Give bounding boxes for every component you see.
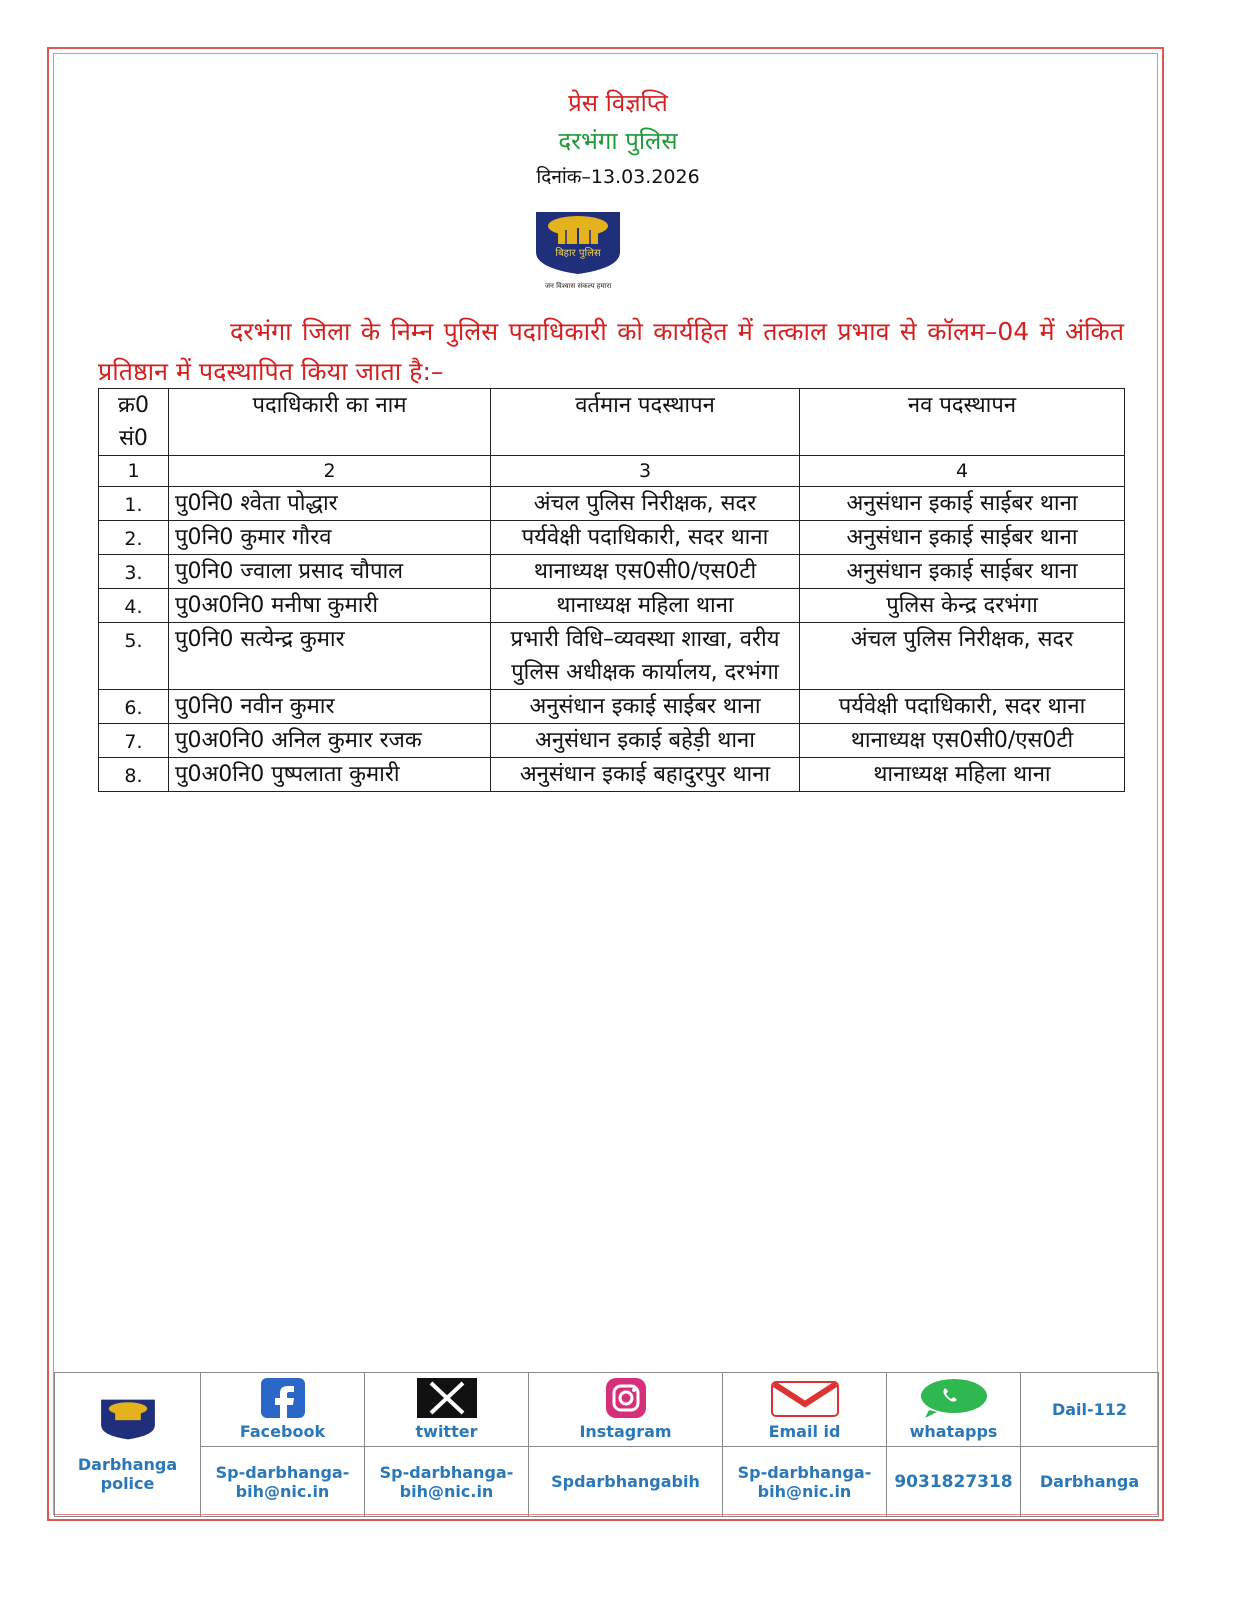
serial-number: 6. <box>99 690 169 724</box>
new-posting: अंचल पुलिस निरीक्षक, सदर <box>800 623 1125 690</box>
column-number: 4 <box>800 456 1125 487</box>
contact-footer <box>54 1372 1159 1517</box>
facebook-link[interactable] <box>201 1373 365 1447</box>
twitter-value[interactable]: Sp-darbhanga-bih@nic.in <box>365 1447 529 1517</box>
facebook-label: Facebook <box>239 1422 326 1441</box>
serial-number: 5. <box>99 623 169 690</box>
table-row <box>99 521 1125 555</box>
officer-name: पु0नि0 ज्वाला प्रसाद चौपाल <box>169 555 491 589</box>
release-date: दिनांक–13.03.2026 <box>536 166 700 188</box>
footer-police-name: Darbhanga police <box>77 1454 178 1493</box>
column-number: 2 <box>169 456 491 487</box>
serial-number: 1. <box>99 487 169 521</box>
column-number: 3 <box>491 456 800 487</box>
bihar-police-logo <box>528 208 628 292</box>
table-row <box>99 758 1125 792</box>
new-posting: अनुसंधान इकाई साईबर थाना <box>800 521 1125 555</box>
table-header-row <box>99 389 1125 456</box>
new-posting: पर्यवेक्षी पदाधिकारी, सदर थाना <box>800 690 1125 724</box>
serial-number: 2. <box>99 521 169 555</box>
intro-paragraph <box>98 312 1124 392</box>
officer-name: पु0नि0 सत्येन्द्र कुमार <box>169 623 491 690</box>
current-posting: अनुसंधान इकाई बहेड़ी थाना <box>491 724 800 758</box>
current-posting: थानाध्यक्ष एस0सी0/एस0टी <box>491 555 800 589</box>
new-posting: पुलिस केन्द्र दरभंगा <box>800 589 1125 623</box>
dial-112-cell <box>1021 1373 1159 1447</box>
whatsapp-link[interactable] <box>887 1373 1021 1447</box>
table-row <box>99 589 1125 623</box>
current-posting: थानाध्यक्ष महिला थाना <box>491 589 800 623</box>
officer-name: पु0नि0 श्वेता पोद्धार <box>169 487 491 521</box>
posting-table <box>98 388 1125 792</box>
officer-name: पु0नि0 कुमार गौरव <box>169 521 491 555</box>
header-current-posting: वर्तमान पदस्थापन <box>491 389 800 456</box>
twitter-link[interactable] <box>365 1373 529 1447</box>
new-posting: थानाध्यक्ष महिला थाना <box>800 758 1125 792</box>
header-serial: क्र0 सं0 <box>99 389 169 456</box>
footer-police-cell <box>55 1373 201 1517</box>
email-label: Email id <box>768 1422 841 1441</box>
logo-text: बिहार पुलिस <box>555 248 601 259</box>
facebook-value[interactable]: Sp-darbhanga-bih@nic.in <box>201 1447 365 1517</box>
table-row <box>99 623 1125 690</box>
serial-number: 8. <box>99 758 169 792</box>
new-posting: थानाध्यक्ष एस0सी0/एस0टी <box>800 724 1125 758</box>
column-number-row <box>99 456 1125 487</box>
current-posting: अंचल पुलिस निरीक्षक, सदर <box>491 487 800 521</box>
table-row <box>99 690 1125 724</box>
header-officer-name: पदाधिकारी का नाम <box>169 389 491 456</box>
table-row <box>99 555 1125 589</box>
twitter-label: twitter <box>415 1422 478 1441</box>
intro-line-1: दरभंगा जिला के निम्न पुलिस पदाधिकारी को कार्यहित में तत्काल प्रभाव से <box>230 317 917 346</box>
bihar-police-badge-icon <box>96 1397 160 1451</box>
officer-name: पु0अ0नि0 पुष्पलाता कुमारी <box>169 758 491 792</box>
serial-number: 7. <box>99 724 169 758</box>
whatsapp-label: whatapps <box>909 1422 998 1441</box>
x-twitter-icon <box>417 1378 477 1418</box>
whatsapp-icon <box>919 1378 989 1418</box>
organization-name: दरभंगा पुलिस <box>558 127 678 155</box>
serial-number: 4. <box>99 589 169 623</box>
intro-line-2: कॉलम–04 में अंकित प्रतिष्ठान में पदस्थापित किया जाता है:– <box>98 317 1124 386</box>
dial-label: Dail-112 <box>1051 1400 1128 1419</box>
current-posting: पर्यवेक्षी पदाधिकारी, सदर थाना <box>491 521 800 555</box>
table-row <box>99 724 1125 758</box>
table-row <box>99 487 1125 521</box>
dial-city: Darbhanga <box>1021 1447 1159 1517</box>
instagram-link[interactable] <box>529 1373 723 1447</box>
serial-number: 3. <box>99 555 169 589</box>
facebook-icon <box>261 1378 305 1418</box>
column-number: 1 <box>99 456 169 487</box>
logo-motto: जन विश्वास संकल्प हमारा <box>544 282 612 290</box>
email-value[interactable]: Sp-darbhanga-bih@nic.in <box>723 1447 887 1517</box>
new-posting: अनुसंधान इकाई साईबर थाना <box>800 555 1125 589</box>
officer-name: पु0अ0नि0 मनीषा कुमारी <box>169 589 491 623</box>
press-release-title: प्रेस विज्ञप्ति <box>568 89 668 117</box>
officer-name: पु0नि0 नवीन कुमार <box>169 690 491 724</box>
gmail-icon <box>770 1378 840 1418</box>
whatsapp-number[interactable]: 9031827318 <box>887 1447 1021 1517</box>
instagram-icon <box>602 1378 650 1418</box>
instagram-label: Instagram <box>579 1422 672 1441</box>
current-posting: अनुसंधान इकाई साईबर थाना <box>491 690 800 724</box>
header-new-posting: नव पदस्थापन <box>800 389 1125 456</box>
new-posting: अनुसंधान इकाई साईबर थाना <box>800 487 1125 521</box>
instagram-value[interactable]: Spdarbhangabih <box>529 1447 723 1517</box>
current-posting: प्रभारी विधि–व्यवस्था शाखा, वरीय पुलिस अधीक्षक कार्यालय, दरभंगा <box>491 623 800 690</box>
officer-name: पु0अ0नि0 अनिल कुमार रजक <box>169 724 491 758</box>
current-posting: अनुसंधान इकाई बहादुरपुर थाना <box>491 758 800 792</box>
email-link[interactable] <box>723 1373 887 1447</box>
